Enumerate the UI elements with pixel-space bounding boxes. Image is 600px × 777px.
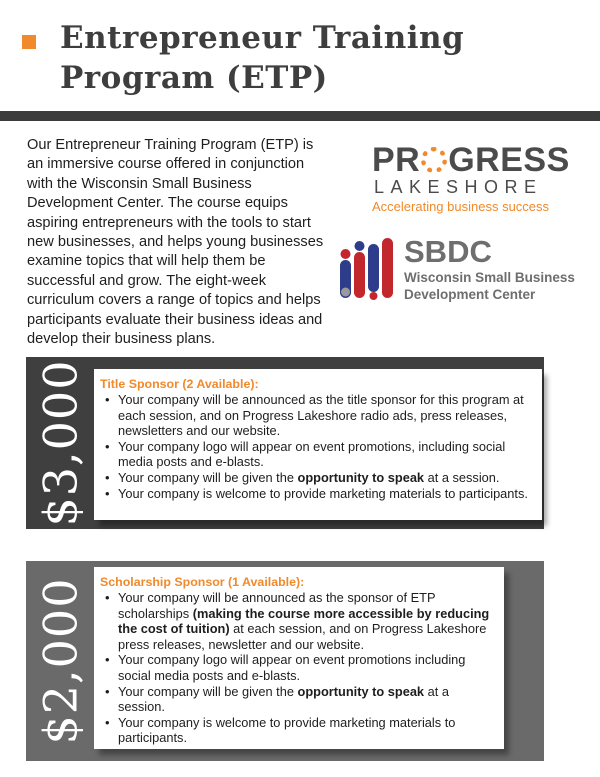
progress-wordmark-left: PR (372, 141, 421, 179)
benefit-item: • Your company will be announced as the title sponsor for this program at each session, and on Progress Lakeshore radio ads, press releases, newsletters and our website. (118, 392, 536, 439)
title-accent-square (22, 35, 36, 49)
sbdc-subtitle (404, 269, 575, 303)
price-text: $3,000 (33, 359, 87, 527)
sbdc-subtitle-line-2: Development Center (404, 287, 536, 302)
sunburst-o-icon (421, 147, 447, 173)
sbdc-bars-icon (338, 236, 400, 300)
benefit-list (94, 392, 542, 501)
title-sponsor-price (26, 357, 94, 529)
benefit-item: • Your company will be given the opportunity to speak at a session. (118, 470, 536, 486)
benefit-item: • Your company is welcome to provide marketing materials to participants. (118, 715, 498, 746)
progress-wordmark-right: GRESS (448, 141, 570, 179)
benefit-item: • Your company logo will appear on event promotions including social media posts and e-blasts. (118, 652, 498, 683)
title-divider (0, 111, 600, 121)
progress-wordmark (372, 141, 570, 179)
intro-paragraph: Our Entrepreneur Training Program (ETP) is an immersive course offered in conjunction with the Wisconsin Small Business Development Center. The course equips aspiring entrepreneurs with the tools to start new businesses, and helps young businesses examine topics that will help them be successful and grow. The eight-week curriculum covers a range of topics and helps participants evaluate their business ideas and develop their business plans. (27, 137, 324, 348)
sbdc-title: SBDC (404, 234, 492, 269)
sponsor-heading: Scholarship Sponsor (1 Available): (100, 575, 305, 589)
benefit-list (94, 590, 504, 746)
sponsor-heading: Title Sponsor (2 Available): (100, 377, 259, 391)
scholarship-sponsor-card (94, 567, 504, 749)
progress-tagline: Accelerating business success (372, 199, 550, 214)
lakeshore-wordmark: LAKESHORE (374, 177, 543, 197)
progress-lakeshore-logo (372, 141, 570, 216)
benefit-item: • Your company is welcome to provide marketing materials to participants. (118, 486, 536, 502)
scholarship-sponsor-price (26, 561, 94, 761)
title-sponsor-card (94, 369, 542, 520)
sbdc-subtitle-line-1: Wisconsin Small Business (404, 270, 575, 285)
page-title: Entrepreneur Training Program (ETP) (60, 20, 465, 96)
benefit-item: • Your company logo will appear on event promotions, including social media posts and e-blasts. (118, 439, 536, 470)
benefit-item: • Your company will be given the opportunity to speak at a session. (118, 684, 498, 715)
price-text: $2,000 (33, 577, 87, 745)
sbdc-logo (338, 236, 588, 306)
benefit-item: • Your company will be announced as the sponsor of ETP scholarships (making the course more accessible by reducing the cost of tuition) at each session, and on Progress Lakeshore press releases, newsletter and our website. (118, 590, 498, 652)
